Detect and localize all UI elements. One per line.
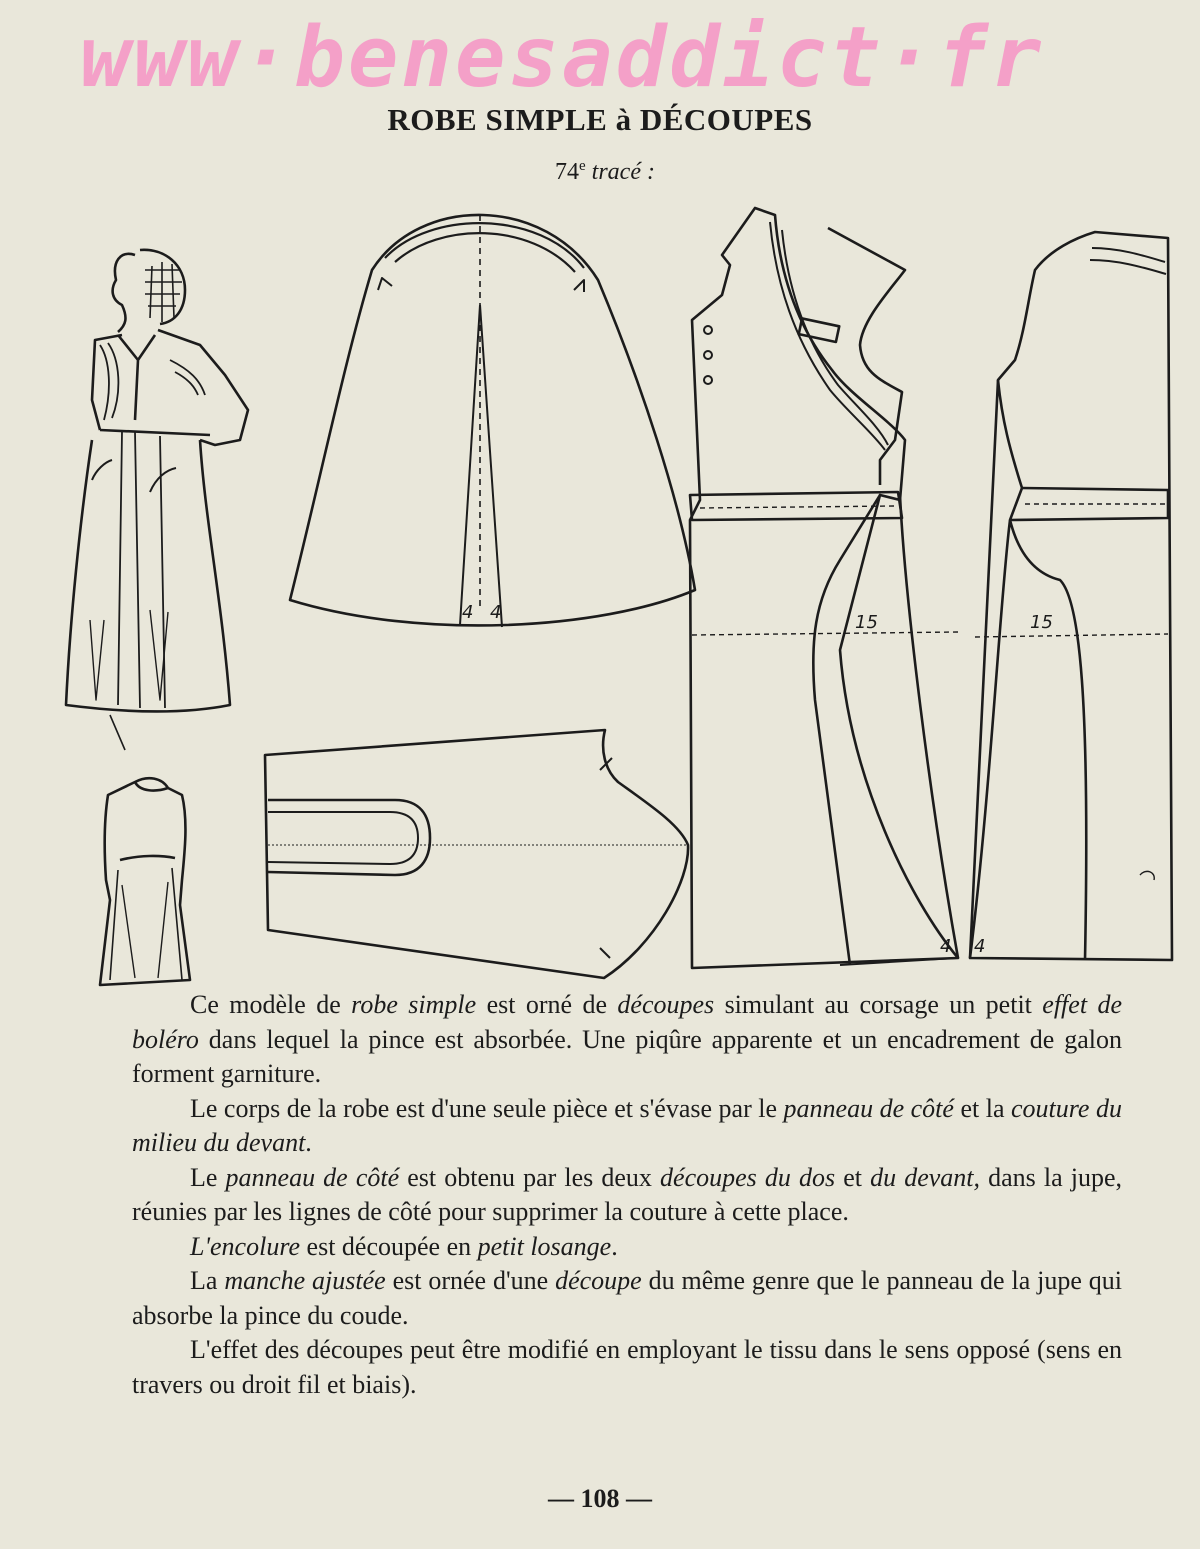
paragraph: L'encolure est découpée en petit losange. xyxy=(190,1231,618,1261)
dress-back-pattern xyxy=(970,232,1172,960)
paragraph: Le corps de la robe est d'une seule pièce et s'évase par le panneau de côté et la couture du milieu du devant. xyxy=(132,1093,1122,1157)
skirt-panel-pattern xyxy=(290,215,695,627)
pattern-number: 74e tracé : xyxy=(555,158,655,185)
page-number: — 108 — xyxy=(548,1484,652,1513)
front-panel-label: 15 xyxy=(855,612,878,633)
dart-label-right: 4 xyxy=(490,602,502,623)
dress-front-pattern xyxy=(690,208,958,968)
paragraph: Le panneau de côté est obtenu par les deux découpes du dos et du devant, dans la jupe, réunies par les lignes de côté pour supprimer la couture à cette place. xyxy=(132,1162,1123,1226)
paragraph: La manche ajustée est ornée d'une découpe du même genre que le panneau de la jupe qui absorbe la pince du coude. xyxy=(132,1266,1122,1330)
page-title: ROBE SIMPLE à DÉCOUPES xyxy=(387,102,813,137)
dress-back-illustration xyxy=(100,778,190,985)
back-panel-label: 15 xyxy=(1030,612,1053,633)
watermark: www·benesaddict·fr xyxy=(80,8,1045,106)
sleeve-pattern xyxy=(265,730,688,978)
dart-label-left: 4 xyxy=(462,602,474,623)
front-hem-label: 4 xyxy=(940,936,952,957)
paragraph: L'effet des découpes peut être modifié en employant le tissu dans le sens opposé (sens en travers ou droit fil et biais). xyxy=(132,1335,1122,1399)
description-text xyxy=(132,988,1122,1402)
dress-front-illustration xyxy=(66,250,248,750)
paragraph: Ce modèle de robe simple est orné de découpes simulant au corsage un petit effet de boléro dans lequel la pince est absorbée. Une piqûre apparente et un encadrement de galon forment garniture. xyxy=(132,990,1122,1088)
back-hem-label: 4 xyxy=(974,936,986,957)
